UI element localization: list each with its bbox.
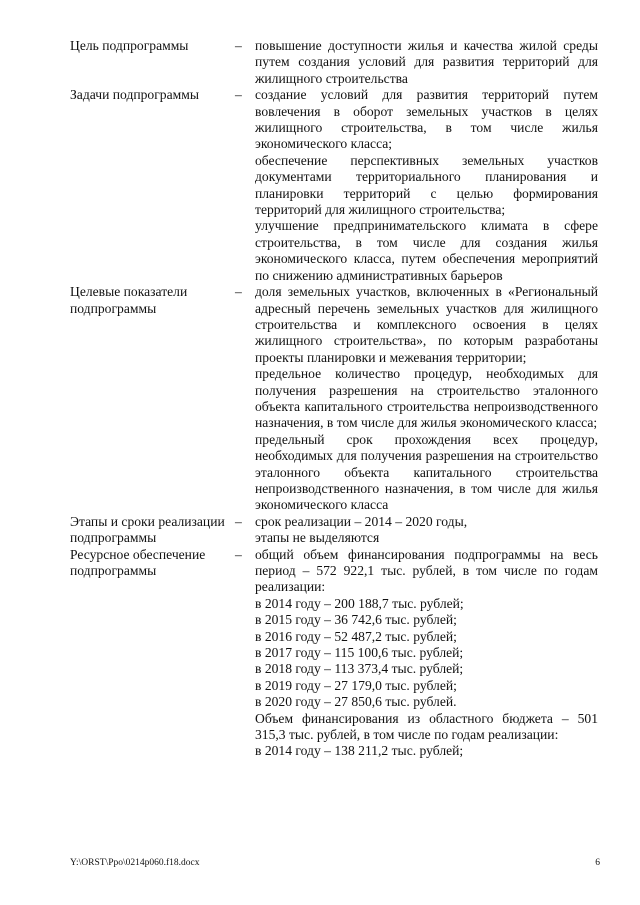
row-label: Этапы и сроки реализации подпрограммы — [70, 513, 225, 546]
table-row-goal — [70, 38, 598, 87]
table-row-indicators — [70, 284, 598, 514]
paragraph: обеспечение перспективных земельных участков документами территориального планирования и планировки территорий с целью формирования территорий для жилищного строительства; — [255, 152, 598, 218]
row-label: Задачи подпрограммы — [70, 87, 199, 103]
row-dash: – — [235, 87, 242, 103]
row-body — [255, 38, 598, 87]
paragraph: Объем финансирования из областного бюджета – 501 315,3 тыс. рублей, в том числе по годам реализации: — [255, 710, 598, 743]
paragraph: доля земельных участков, включенных в «Региональный адресный перечень земельных участков для жилищного строительства и комплексного освоения в целях жилищного строительства», по которым разработаны проекты планировки и межевания территории; — [255, 284, 598, 365]
paragraph: предельное количество процедур, необходимых для получения разрешения на строительство эталонного объекта капитального строительства непроизводственного назначения, в том числе для жилья экономического класса; — [255, 366, 598, 431]
paragraph: улучшение предпринимательского климата в сфере строительства, в том числе для создания жилья экономического класса, путем обеспечения мероприятий по снижению административных барьеров — [255, 218, 598, 283]
row-dash: – — [235, 513, 242, 529]
funding-year-line: в 2019 году – 27 179,0 тыс. рублей; — [255, 677, 457, 693]
row-label: Целевые показатели подпрограммы — [70, 284, 188, 316]
file-path: Y:\ORST\Ppo\0214p060.f18.docx — [70, 858, 200, 868]
passport-table — [70, 38, 598, 760]
funding-year-line: в 2014 году – 200 188,7 тыс. рублей; — [255, 595, 464, 611]
paragraph: создание условий для развития территорий путем вовлечения в оборот земельных участков в целях жилищного строительства, в том числе жилья экономического класса; — [255, 87, 598, 152]
row-dash: – — [235, 284, 242, 300]
table-row-resources — [70, 547, 598, 760]
row-dash: – — [235, 38, 242, 53]
row-label: Цель подпрограммы — [70, 38, 189, 53]
funding-year-line: в 2015 году – 36 742,6 тыс. рублей; — [255, 612, 457, 628]
funding-year-line: в 2014 году – 138 211,2 тыс. рублей; — [255, 743, 464, 759]
table-row-stages — [70, 514, 598, 547]
row-body — [255, 87, 598, 284]
row-body — [255, 547, 598, 760]
paragraph: общий объем финансирования подпрограммы на весь период – 572 922,1 тыс. рублей, в том числе по годам реализации: — [255, 546, 598, 595]
paragraph: этапы не выделяются — [255, 530, 380, 546]
row-dash: – — [235, 546, 242, 562]
funding-year-line: в 2018 году – 113 373,4 тыс. рублей; — [255, 661, 464, 677]
row-body — [255, 284, 598, 514]
funding-year-line: в 2016 году – 52 487,2 тыс. рублей; — [255, 628, 457, 644]
page-footer — [70, 858, 600, 868]
funding-year-line: в 2020 году – 27 850,6 тыс. рублей. — [255, 694, 457, 710]
funding-year-line: в 2017 году – 115 100,6 тыс. рублей; — [255, 645, 464, 661]
paragraph: срок реализации – 2014 – 2020 годы, — [255, 513, 468, 529]
page-number: 6 — [595, 858, 600, 868]
paragraph: предельный срок прохождения всех процедур, необходимых для получения разрешения на строительство эталонного объекта капитального строительства непроизводственного назначения, в том числе для жилья экономического класса — [255, 431, 598, 513]
table-row-tasks — [70, 87, 598, 284]
row-label: Ресурсное обеспечение подпрограммы — [70, 546, 206, 578]
paragraph: повышение доступности жилья и качества жилой среды путем создания условий для развития территорий для жилищного строительства — [255, 38, 598, 86]
row-body — [255, 514, 598, 547]
